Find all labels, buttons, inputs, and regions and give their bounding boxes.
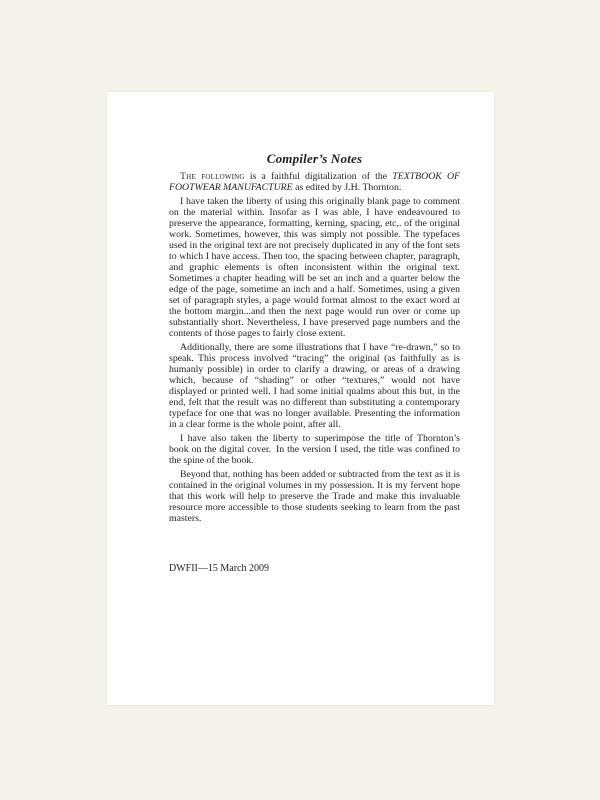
intro-text-after-title: as edited by J.H. Thornton. xyxy=(292,182,402,193)
body-paragraph: I have also taken the liberty to superimpose the title of Thornton’s book on the digital cover. In the version I used, the title was confined to the spine of the book. xyxy=(169,433,460,466)
document-page xyxy=(107,92,494,705)
body-paragraph: Additionally, there are some illustrations that I have “re-drawn,” so to speak. This process involved “tracing” the original (as faithfully as is humanly possible) in order to clarify a drawing, or areas of a drawing which, because of “shading” or other “textures,” would not have displayed or printed well. I had some initial qualms about this but, in the end, felt that the result was no different than substituting a contemporary typeface for one that was no longer available. Presenting the information in a clear forme is the whole point, after all. xyxy=(169,342,460,430)
signature-line: DWFII—15 March 2009 xyxy=(169,563,269,574)
body-paragraph: I have taken the liberty of using this originally blank page to comment on the material within. Insofar as I was able, I have endeavoured to preserve the appearance, formatting, kerning, spacing, etc,. of the original work. Sometimes, however, this was simply not possible. The typefaces used in the original text are not precisely duplicated in any of the font sets to which I have access. Then too, the spacing between chapter, paragraph, and graphic elements is often inconsistent within the original text. Sometimes a chapter heading will be set an inch and a quarter below the edge of the page, sometime an inch and a half. Sometimes, using a given set of paragraph styles, a page would format almost to the exact word at the bottom margin...and then the next page would run over or come up substantially short. Nevertheless, I have preserved page numbers and the contents of those pages to fairly close extent. xyxy=(169,196,460,339)
intro-lead-smallcaps: The following xyxy=(180,171,245,182)
intro-text-after-lead: is a faithful digitalization of the xyxy=(244,171,393,182)
book-title-italic: TEXTBOOK OF FOOTWEAR MANUFACTURE xyxy=(169,171,461,193)
page-content xyxy=(169,151,460,575)
page-title: Compiler’s Notes xyxy=(266,151,363,166)
body-paragraph: Beyond that, nothing has been added or subtracted from the text as it is contained in the original volumes in my possession. It is my fervent hope that this work will help to preserve the Trade and make this invaluable resource more accessible to those students seeking to learn from the past masters. xyxy=(169,469,460,524)
intro-paragraph xyxy=(169,171,460,193)
